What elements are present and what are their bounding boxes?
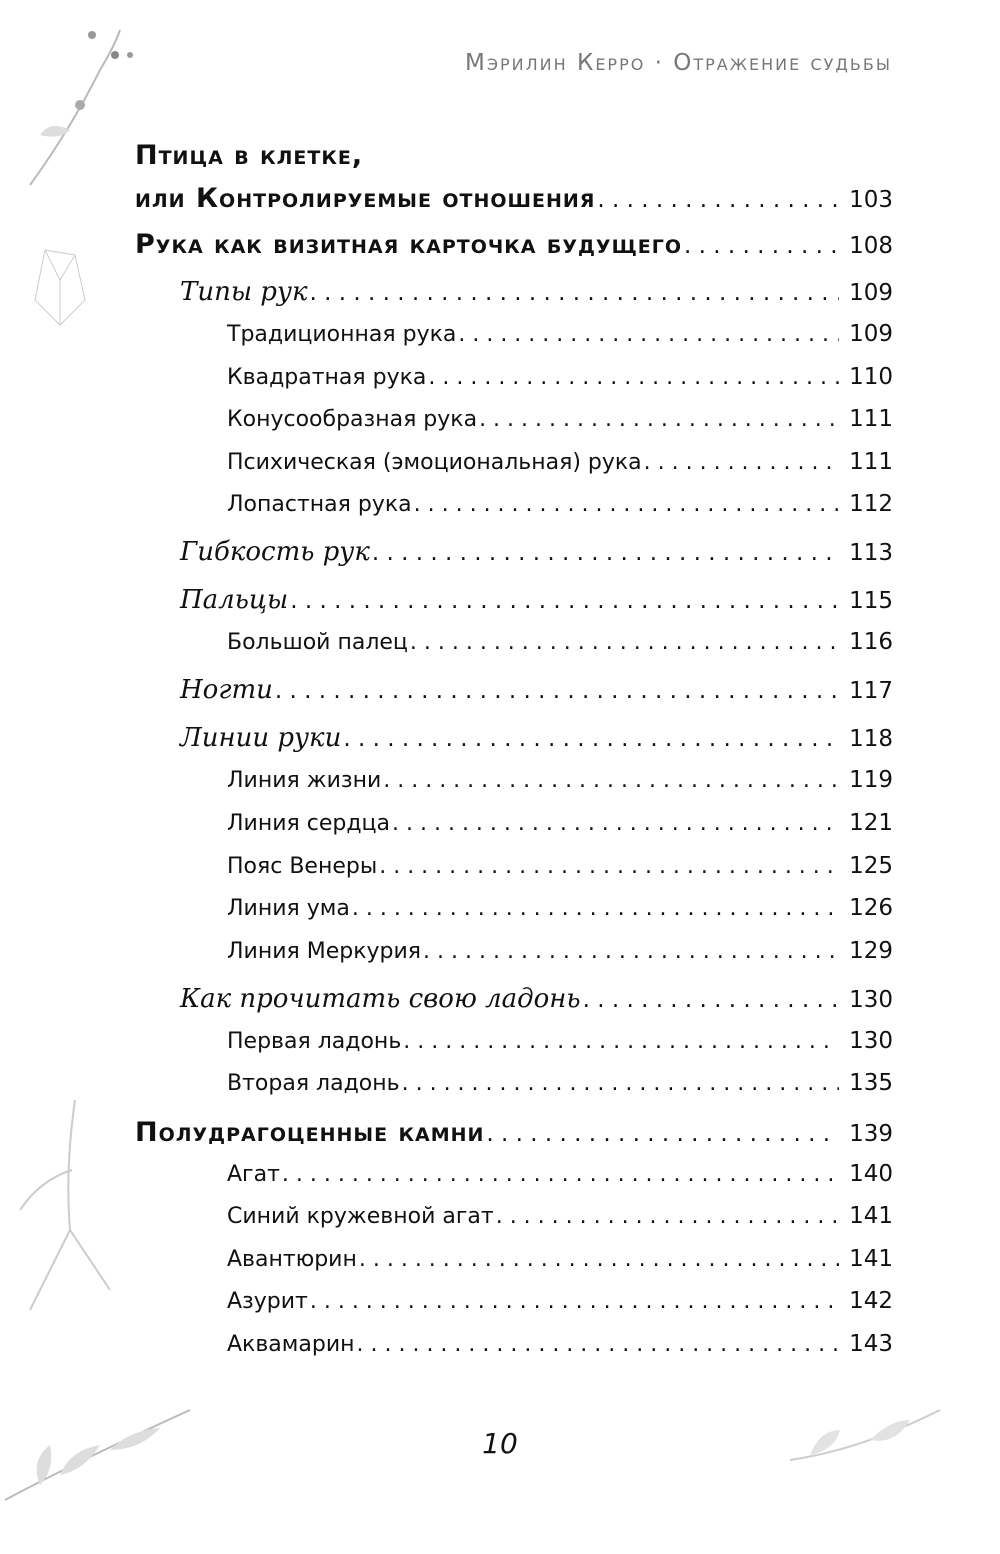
toc-entry-page: 117 <box>849 678 893 704</box>
header-book-title: Отражение судьбы <box>673 50 892 76</box>
dot-leader <box>343 726 839 752</box>
toc-entry <box>0 585 893 625</box>
toc-entry <box>0 1161 893 1201</box>
toc-entry <box>0 1331 893 1371</box>
toc-entry-page: 116 <box>849 629 893 655</box>
toc-entry-title: Аквамарин <box>227 1332 355 1357</box>
toc-entry-title: Большой палец <box>227 630 408 655</box>
dot-leader <box>597 187 839 213</box>
dot-leader <box>428 365 839 390</box>
toc-entry-title: Лопастная рука <box>227 492 412 517</box>
toc-entry-page: 130 <box>849 1028 893 1054</box>
toc-entry <box>0 140 893 180</box>
toc-entry-title: Линии руки <box>180 723 342 753</box>
toc-entry-page: 108 <box>849 233 893 259</box>
toc-entry <box>0 406 893 446</box>
toc-entry-page: 141 <box>849 1203 893 1229</box>
toc-entry <box>0 1203 893 1243</box>
dot-leader <box>310 280 840 306</box>
toc-entry-page: 115 <box>849 588 893 614</box>
toc-entry-page: 109 <box>849 280 893 306</box>
dot-leader <box>372 540 839 566</box>
dot-leader <box>496 1204 839 1229</box>
toc-entry-page: 113 <box>849 540 893 566</box>
toc-entry-title: Линия сердца <box>227 811 391 836</box>
toc-entry-page: 130 <box>849 987 893 1013</box>
toc-entry-title: Линия ума <box>227 896 350 921</box>
toc-entry-page: 135 <box>849 1070 893 1096</box>
toc-entry-title: Линия Меркурия <box>227 939 422 964</box>
toc-entry <box>0 1288 893 1328</box>
toc-entry-page: 129 <box>849 938 893 964</box>
toc-entry-title: Первая ладонь <box>227 1029 402 1054</box>
toc-entry <box>0 767 893 807</box>
toc-entry-title: Типы рук <box>180 277 308 307</box>
toc-entry-title: Синий кружевной агат <box>227 1204 494 1229</box>
dot-leader <box>357 1332 840 1357</box>
toc-entry-page: 119 <box>849 767 893 793</box>
toc-entry <box>0 321 893 361</box>
toc-entry <box>0 629 893 669</box>
toc-entry-page: 139 <box>849 1121 893 1147</box>
toc-entry-page: 125 <box>849 853 893 879</box>
toc-entry-page: 103 <box>849 187 893 213</box>
toc-entry-title: Традиционная рука <box>227 322 457 347</box>
toc-entry <box>0 1117 893 1157</box>
toc-entry-title: Гибкость рук <box>180 537 370 567</box>
dot-leader <box>275 678 839 704</box>
toc-entry <box>0 938 893 978</box>
toc-entry-title: Пояс Венеры <box>227 854 378 879</box>
toc-entry <box>0 449 893 489</box>
toc-entry-page: 141 <box>849 1246 893 1272</box>
toc-entry-title: Конусообразная рука <box>227 407 478 432</box>
toc-entry-page: 143 <box>849 1331 893 1357</box>
toc-entry-page: 112 <box>849 491 893 517</box>
dot-leader <box>423 939 839 964</box>
toc-entry-title: Агат <box>227 1162 280 1187</box>
toc-entry <box>0 895 893 935</box>
toc-entry-title: Психическая (эмоциональная) рука <box>227 450 642 475</box>
toc-entry-title: Пальцы <box>180 585 289 615</box>
toc-entry-page: 110 <box>849 364 893 390</box>
toc-entry-page: 140 <box>849 1161 893 1187</box>
dot-leader <box>644 450 839 475</box>
dot-leader <box>383 768 839 793</box>
toc-entry <box>0 984 893 1024</box>
toc-entry-title: Азурит <box>227 1289 308 1314</box>
dot-leader <box>310 1289 839 1314</box>
dot-leader <box>684 233 839 259</box>
dot-leader <box>486 1121 839 1147</box>
toc-entry-title: Квадратная рука <box>227 365 427 390</box>
toc-entry-page: 121 <box>849 810 893 836</box>
toc-entry-page: 118 <box>849 726 893 752</box>
toc-entry-title: или Контролируемые отношения <box>135 183 596 214</box>
dot-leader <box>414 492 839 517</box>
dot-leader <box>458 322 839 347</box>
toc-entry-title: Птица в клетке, <box>135 140 364 171</box>
dot-leader <box>379 854 839 879</box>
running-header <box>465 50 892 76</box>
dot-leader <box>290 588 839 614</box>
toc-entry <box>0 277 893 317</box>
toc-entry <box>0 1028 893 1068</box>
dot-leader <box>403 1029 839 1054</box>
toc-entry-title: Вторая ладонь <box>227 1071 400 1096</box>
dot-leader <box>352 896 839 921</box>
toc-entry-title: Как прочитать свою ладонь <box>180 984 581 1014</box>
toc-entry <box>0 1070 893 1110</box>
dot-leader <box>402 1071 839 1096</box>
toc-entry <box>0 810 893 850</box>
toc-entry-title: Рука как визитная карточка будущего <box>135 229 683 260</box>
toc-entry-page: 111 <box>849 406 893 432</box>
toc-entry <box>0 853 893 893</box>
dot-leader <box>583 987 840 1013</box>
toc-entry <box>0 537 893 577</box>
header-separator: · <box>654 50 664 76</box>
toc-entry-title: Авантюрин <box>227 1247 357 1272</box>
toc-entry-page: 142 <box>849 1288 893 1314</box>
dot-leader <box>359 1247 839 1272</box>
dot-leader <box>282 1162 839 1187</box>
toc-entry <box>0 675 893 715</box>
header-author: Мэрилин Керро <box>465 50 646 76</box>
dot-leader <box>410 630 839 655</box>
toc-entry <box>0 1246 893 1286</box>
toc-entry-page: 126 <box>849 895 893 921</box>
toc-entry-title: Линия жизни <box>227 768 382 793</box>
toc-entry <box>0 723 893 763</box>
dot-leader <box>479 407 839 432</box>
toc-entry-page: 109 <box>849 321 893 347</box>
toc-entry <box>0 183 893 223</box>
toc-entry-title: Полудрагоценные камни <box>135 1117 485 1148</box>
page-number: 10 <box>482 1427 518 1460</box>
toc-entry <box>0 229 893 269</box>
toc-entry-page: 111 <box>849 449 893 475</box>
dot-leader <box>392 811 839 836</box>
toc-entry <box>0 364 893 404</box>
toc-entry <box>0 491 893 531</box>
toc-entry-title: Ногти <box>180 675 273 705</box>
